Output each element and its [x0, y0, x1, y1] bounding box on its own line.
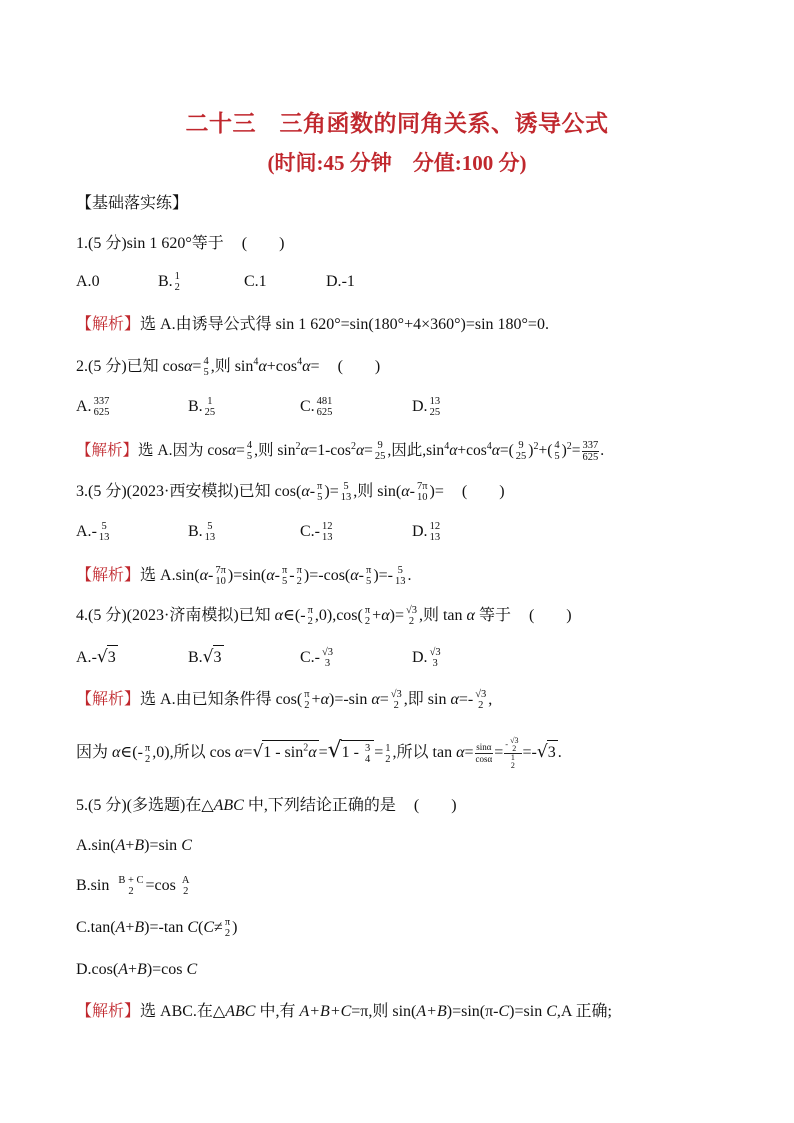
q5-option-d: D.cos(A+B)=cos C — [76, 961, 198, 978]
question-3-analysis: 【解析】选 A.sin(α- 7π 10 )=sin(α- π 5 - π 2 )=-cos(α- π 5 )=- 5 13 . — [76, 565, 412, 588]
q2-option-d: D. 13 25 — [412, 396, 441, 419]
question-1-stem: 1.(5 分)sin 1 620°等于 ( ) — [76, 235, 285, 252]
page-title: 二十三 三角函数的同角关系、诱导公式 — [185, 111, 609, 136]
q1-option-b: B. 1 2 — [158, 271, 180, 294]
question-4-analysis: 【解析】选 A.由已知条件得 cos( π 2 +α)=-sin α= √3 2 ,即 sin α=- √3 2 , — [76, 689, 493, 712]
q4-option-b: B.√3 — [188, 645, 300, 670]
question-2-analysis: 【解析】选 A.因为 cosα= 4 5 ,则 $\sin^2\alpha=1-\cos^2\alpha=$ 9 25 ,因此$,\sin^4\alpha+\cos^4\alpha=$( 9 25 )$^2$+( 4 5 )$^2$= $\frac{337}{625}$ . — [76, 439, 605, 463]
question-2-stem: 2.(5 分)已知 cosα= 4 5 ,则 $\sin^4\alpha+\cos^4\alpha=$ ( ) — [76, 356, 381, 379]
q5-option-a: A.sin(A+B)=sin C — [76, 837, 192, 854]
question-1-options — [76, 270, 355, 294]
question-4-options — [76, 645, 443, 670]
question-5-analysis: 【解析】选 ABC.在△ABC 中,有 A+B+C=π,则 sin(A+B)=sin(π-C)=sin C,A 正确; — [76, 1003, 612, 1020]
section-heading: 【基础落实练】 — [76, 195, 189, 212]
q4-option-d: D. √3 3 — [412, 647, 441, 670]
q3-option-b: B. 5 13 — [188, 521, 216, 544]
q2-option-b: B. 1 25 — [188, 396, 216, 419]
q5-option-c: C.tan(A+B)=-tan C(C≠ π 2 ) — [76, 917, 238, 940]
page-subtitle: (时间:45 分钟 分值:100 分) — [267, 151, 527, 175]
question-3-options — [76, 520, 442, 544]
q1-option-a: A.0 — [76, 273, 100, 290]
q5-option-b: B.sin B + C 2 =cos A 2 — [76, 875, 190, 898]
question-1-analysis: 【解析】选 A.由诱导公式得 sin 1 620°=sin(180°+4×360°)=sin 180°=0. — [76, 316, 549, 333]
q1-option-d: D.-1 — [326, 273, 355, 290]
question-4-stem: 4.(5 分)(2023·济南模拟)已知 α∈(- π 2 ,0),cos( π 2 +α)= √3 2 ,则 tan α 等于 ( ) — [76, 605, 572, 628]
q2-option-a: A. 337 625 — [76, 396, 110, 419]
q3-option-a: A.- 5 13 — [76, 521, 110, 544]
q4-option-a: A.-√3 — [76, 645, 188, 670]
q1-option-c: C.1 — [244, 273, 267, 290]
question-4-analysis-line2: 因为 α∈(- π 2 ,0),所以 $\cos \alpha=√1 - \sin^2\alpha =√1$ - 3 4 = 1 2 ,所以 tan α= $\frac{\sin\alpha}{\cos\alpha}$ = - √3 2 1 2 =-√3 . — [76, 736, 562, 770]
q3-option-c: C.- 12 13 — [300, 521, 333, 544]
q2-option-c: C. 481 625 — [300, 396, 333, 419]
question-3-stem: 3.(5 分)(2023·西安模拟)已知 cos(α- π 5 )= 5 13 ,则 sin(α- 7π 10 )= ( ) — [76, 481, 505, 504]
q4-option-c: C.- √3 3 — [300, 647, 334, 670]
question-5-stem: 5.(5 分)(多选题)在△ABC 中,下列结论正确的是 ( ) — [76, 797, 457, 814]
q3-option-d: D. 12 13 — [412, 521, 441, 544]
question-2-options — [76, 395, 442, 419]
